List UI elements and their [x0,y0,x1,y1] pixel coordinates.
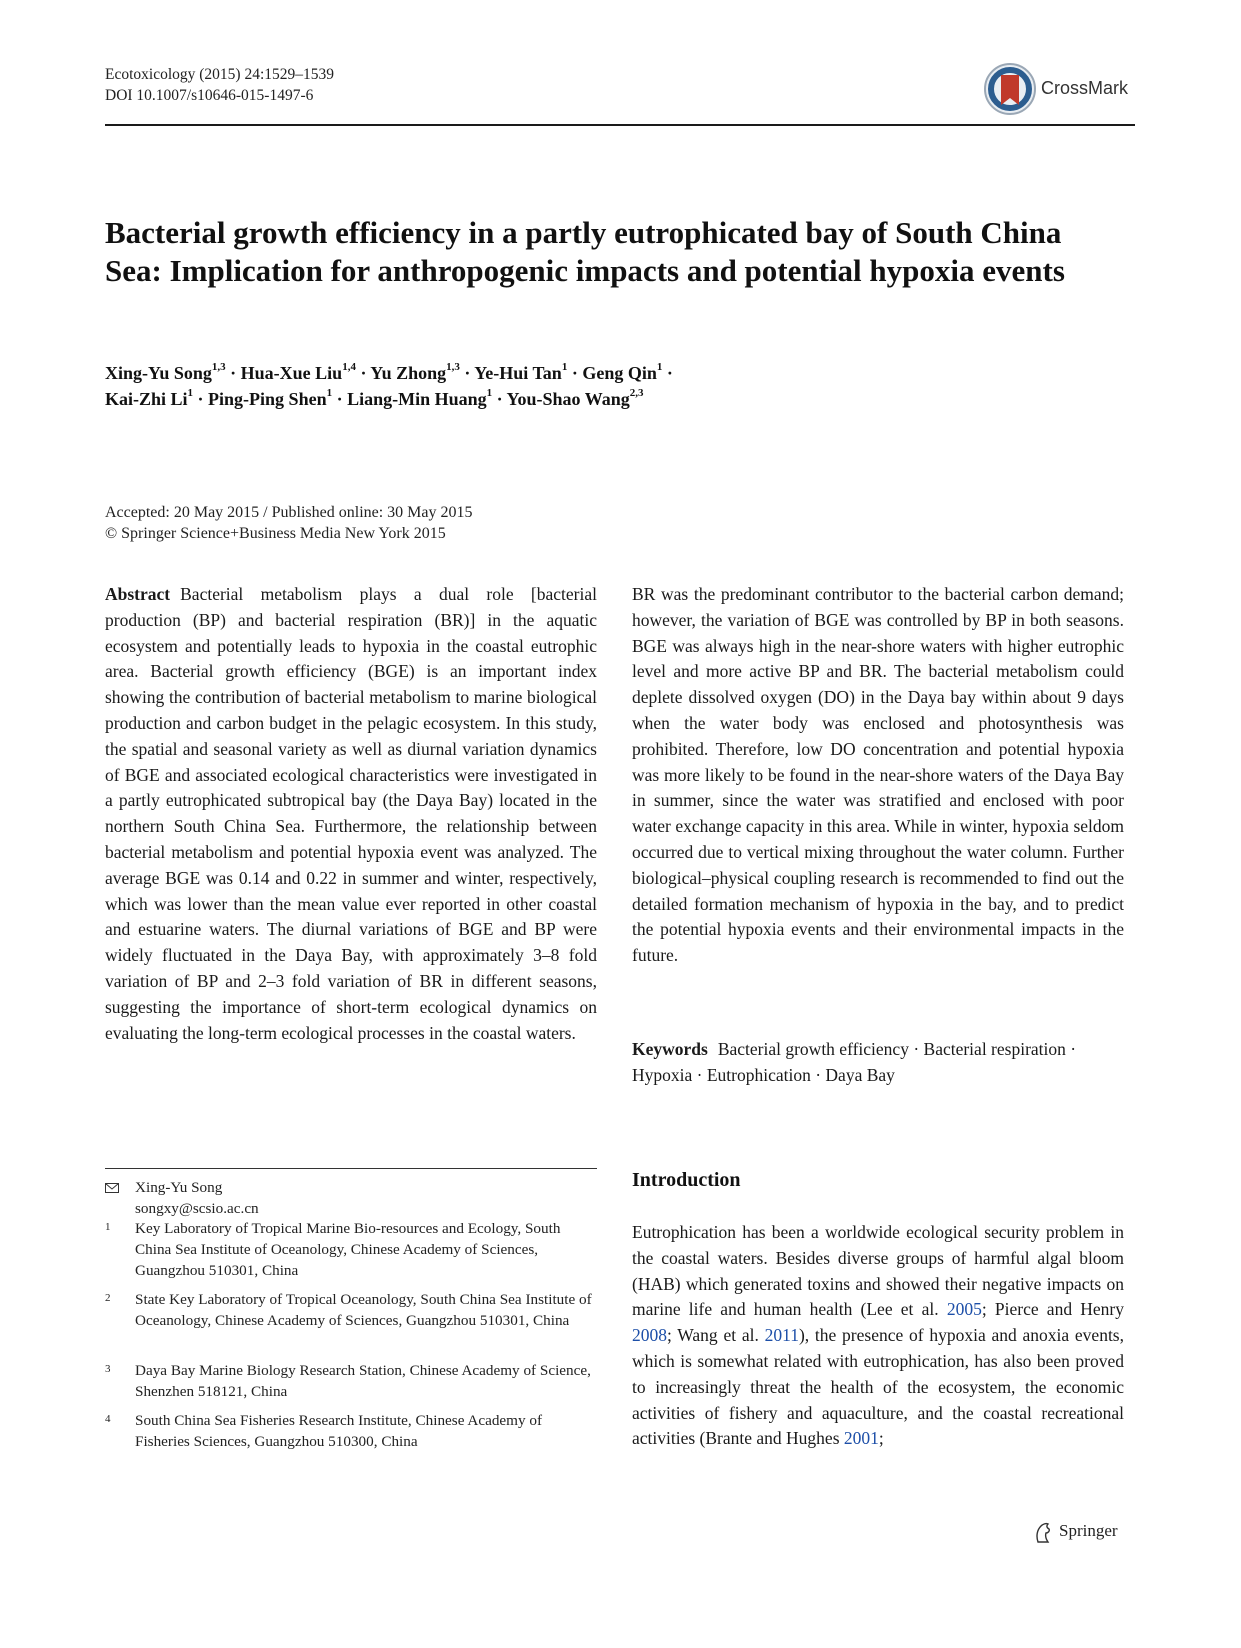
abstract-text-right: BR was the predominant contributor to the bacterial carbon demand; however, the variation of BGE was controlled by BP in both seasons. BGE was always high in the near-shore waters with higher eutrophic level and more active BP and BR. The bacterial metabolism could deplete dissolved oxygen (DO) in the Daya bay within about 9 days when the water body was enclosed and photosynthesis was prohibited. Therefore, low DO concentration and potential hypoxia was more likely to be found in the near-shore waters of the Daya Bay in summer, since the water was stratified and enclosed with poor water exchange capacity in this area. While in winter, hypoxia seldom occurred due to vertical mixing throughout the water column. Further biological–physical coupling research is recommended to find out the detailed formation mechanism of hypoxia in the bay, and to predict the potential hypoxia events and their environmental impacts in the future. [632,584,1124,966]
affiliation-number: 4 [105,1413,111,1425]
correspondence [105,1178,597,1220]
springer-logo [1032,1519,1142,1545]
article-title: Bacterial growth efficiency in a partly eutrophicated bay of South China Sea: Implication for anthropogenic impacts and potential hypoxia events [105,215,1065,288]
author[interactable]: Xing-Yu Song$^{1,3}$ [105,361,226,383]
journal-header [105,64,334,106]
affiliation-text: State Key Laboratory of Tropical Oceanology, South China Sea Institute of Oceanology, Chinese Academy of Sciences, Guangzhou 510301, China [135,1291,592,1329]
intro-text-part: ; Wang et al. [667,1325,765,1346]
citation-link[interactable]: 2005 [946,1299,982,1320]
envelope-icon [105,1183,119,1193]
keywords [632,1037,1124,1089]
corresponding-author: Xing-Yu Song [135,1179,223,1196]
author[interactable]: Yu Zhong$^{1,3}$ [370,361,460,383]
copyright-line: © Springer Science+Business Media New York 2015 [105,525,446,542]
affiliation [105,1290,597,1332]
intro-text-part: Eutrophication has been a worldwide ecological security problem in the coastal waters. Besides diverse groups of harmful algal bloom (HAB) which generated toxins and showed their negative impacts on marine life and human health (Lee et al. [632,1222,1124,1320]
introduction-text [632,1220,1124,1452]
crossmark-badge[interactable] [983,61,1153,119]
affiliation-text: Daya Bay Marine Biology Research Station, Chinese Academy of Science, Shenzhen 518121, China [135,1362,591,1400]
introduction-heading: Introduction [632,1169,741,1191]
publication-dates [105,502,473,544]
corresponding-email[interactable]: songxy@scsio.ac.cn [135,1199,259,1217]
footnote-rule [105,1168,597,1169]
citation-link[interactable]: 2001 [843,1428,879,1449]
author[interactable]: You-Shao Wang$^{2,3}$ [506,387,644,409]
abstract-right-column [632,582,1124,969]
intro-text-part: ; [878,1428,884,1449]
author-list: Xing-Yu Song$^{1,3}$ · Hua-Xue Liu$^{1,4}$ · Yu Zhong$^{1,3}$ · Ye-Hui Tan$^1$ · Geng Qin$^1$ · Kai-Zhi $Li^1$ · Ping-Ping Shen$^1$ · Liang-Min Huang$^1$ · You-Shao Wang$^{2,3}$ [105,361,673,409]
doi[interactable]: DOI 10.1007/s10646-015-1497-6 [105,87,314,104]
springer-wordmark: Springer [1059,1521,1118,1540]
affiliation-text: South China Sea Fisheries Research Institute, Chinese Academy of Fisheries Sciences, Guangzhou 510300, China [135,1412,543,1450]
author[interactable]: Ping-Ping Shen$^1$ [208,387,333,409]
citation-link[interactable]: 2008 [632,1325,667,1346]
abstract-text-left: Bacterial metabolism plays a dual role [bacterial production (BP) and bacterial respiration (BR)] in the aquatic ecosystem and potentially leads to hypoxia in the coastal eutrophic area. Bacterial growth efficiency (BGE) is an important index showing the contribution of bacterial metabolism to marine biological production and carbon budget in the pelagic ecosystem. In this study, the spatial and seasonal variety as well as diurnal variation dynamics of BGE and associated ecological characteristics were investigated in a partly eutrophicated subtropical bay (the Daya Bay) located in the northern South China Sea. Furthermore, the relationship between bacterial metabolism and potential hypoxia event was analyzed. The average BGE was 0.14 and 0.22 in summer and winter, respectively, which was lower than the mean value ever reported in other coastal and estuarine waters. The diurnal variations of BGE and BP were widely fluctuated in the Daya Bay, with approximately 3–8 fold variation of BP and 2–3 fold variation of BR in different seasons, suggesting the importance of short-term ecological dynamics on evaluating the long-term ecological processes in the coastal waters. [105,584,597,1043]
author[interactable]: Hua-Xue Liu$^{1,4}$ [240,361,356,383]
springer-horse-icon [1032,1520,1054,1544]
affiliation-number: 1 [105,1221,111,1233]
keywords-label: Keywords [632,1039,708,1059]
affiliation [105,1219,597,1281]
accepted-published-line: Accepted: 20 May 2015 / Published online: 30 May 2015 [105,504,473,521]
author[interactable]: Kai-Zhi Li$^1$ [105,387,194,409]
affiliation-number: 3 [105,1363,111,1375]
citation-link[interactable]: 2011 [764,1325,799,1346]
affiliation [105,1411,597,1453]
affiliation-number: 2 [105,1292,111,1304]
intro-text-part: ), the presence of hypoxia and anoxia events, which is somewhat related with eutrophication, has also been proved to increasingly threat the health of the ecosystem, the economic activities of fishery and aquaculture, and the coastal recreational activities (Brante and Hughes [632,1325,1124,1449]
keywords-text: Bacterial growth efficiency · Bacterial respiration · Hypoxia · Eutrophication · Daya Bay [632,1039,1077,1085]
abstract-label: Abstract [105,584,171,604]
author[interactable]: Liang-Min Huang$^1$ [347,387,493,409]
affiliation [105,1361,597,1403]
intro-text-part: ; Pierce and Henry [981,1299,1125,1320]
journal-citation: Ecotoxicology (2015) 24:1529–1539 [105,66,335,83]
affiliation-text: Key Laboratory of Tropical Marine Bio-resources and Ecology, South China Sea Institute of Oceanology, Chinese Academy of Sciences, Guangzhou 510301, China [135,1220,561,1279]
crossmark-label: CrossMark [1041,78,1129,98]
crossmark-icon [983,61,1037,117]
author[interactable]: Geng Qin$^1$ [582,361,663,383]
author[interactable]: Ye-Hui Tan$^1$ [474,361,568,383]
header-rule [105,124,1135,126]
abstract-left-column [105,582,597,1046]
